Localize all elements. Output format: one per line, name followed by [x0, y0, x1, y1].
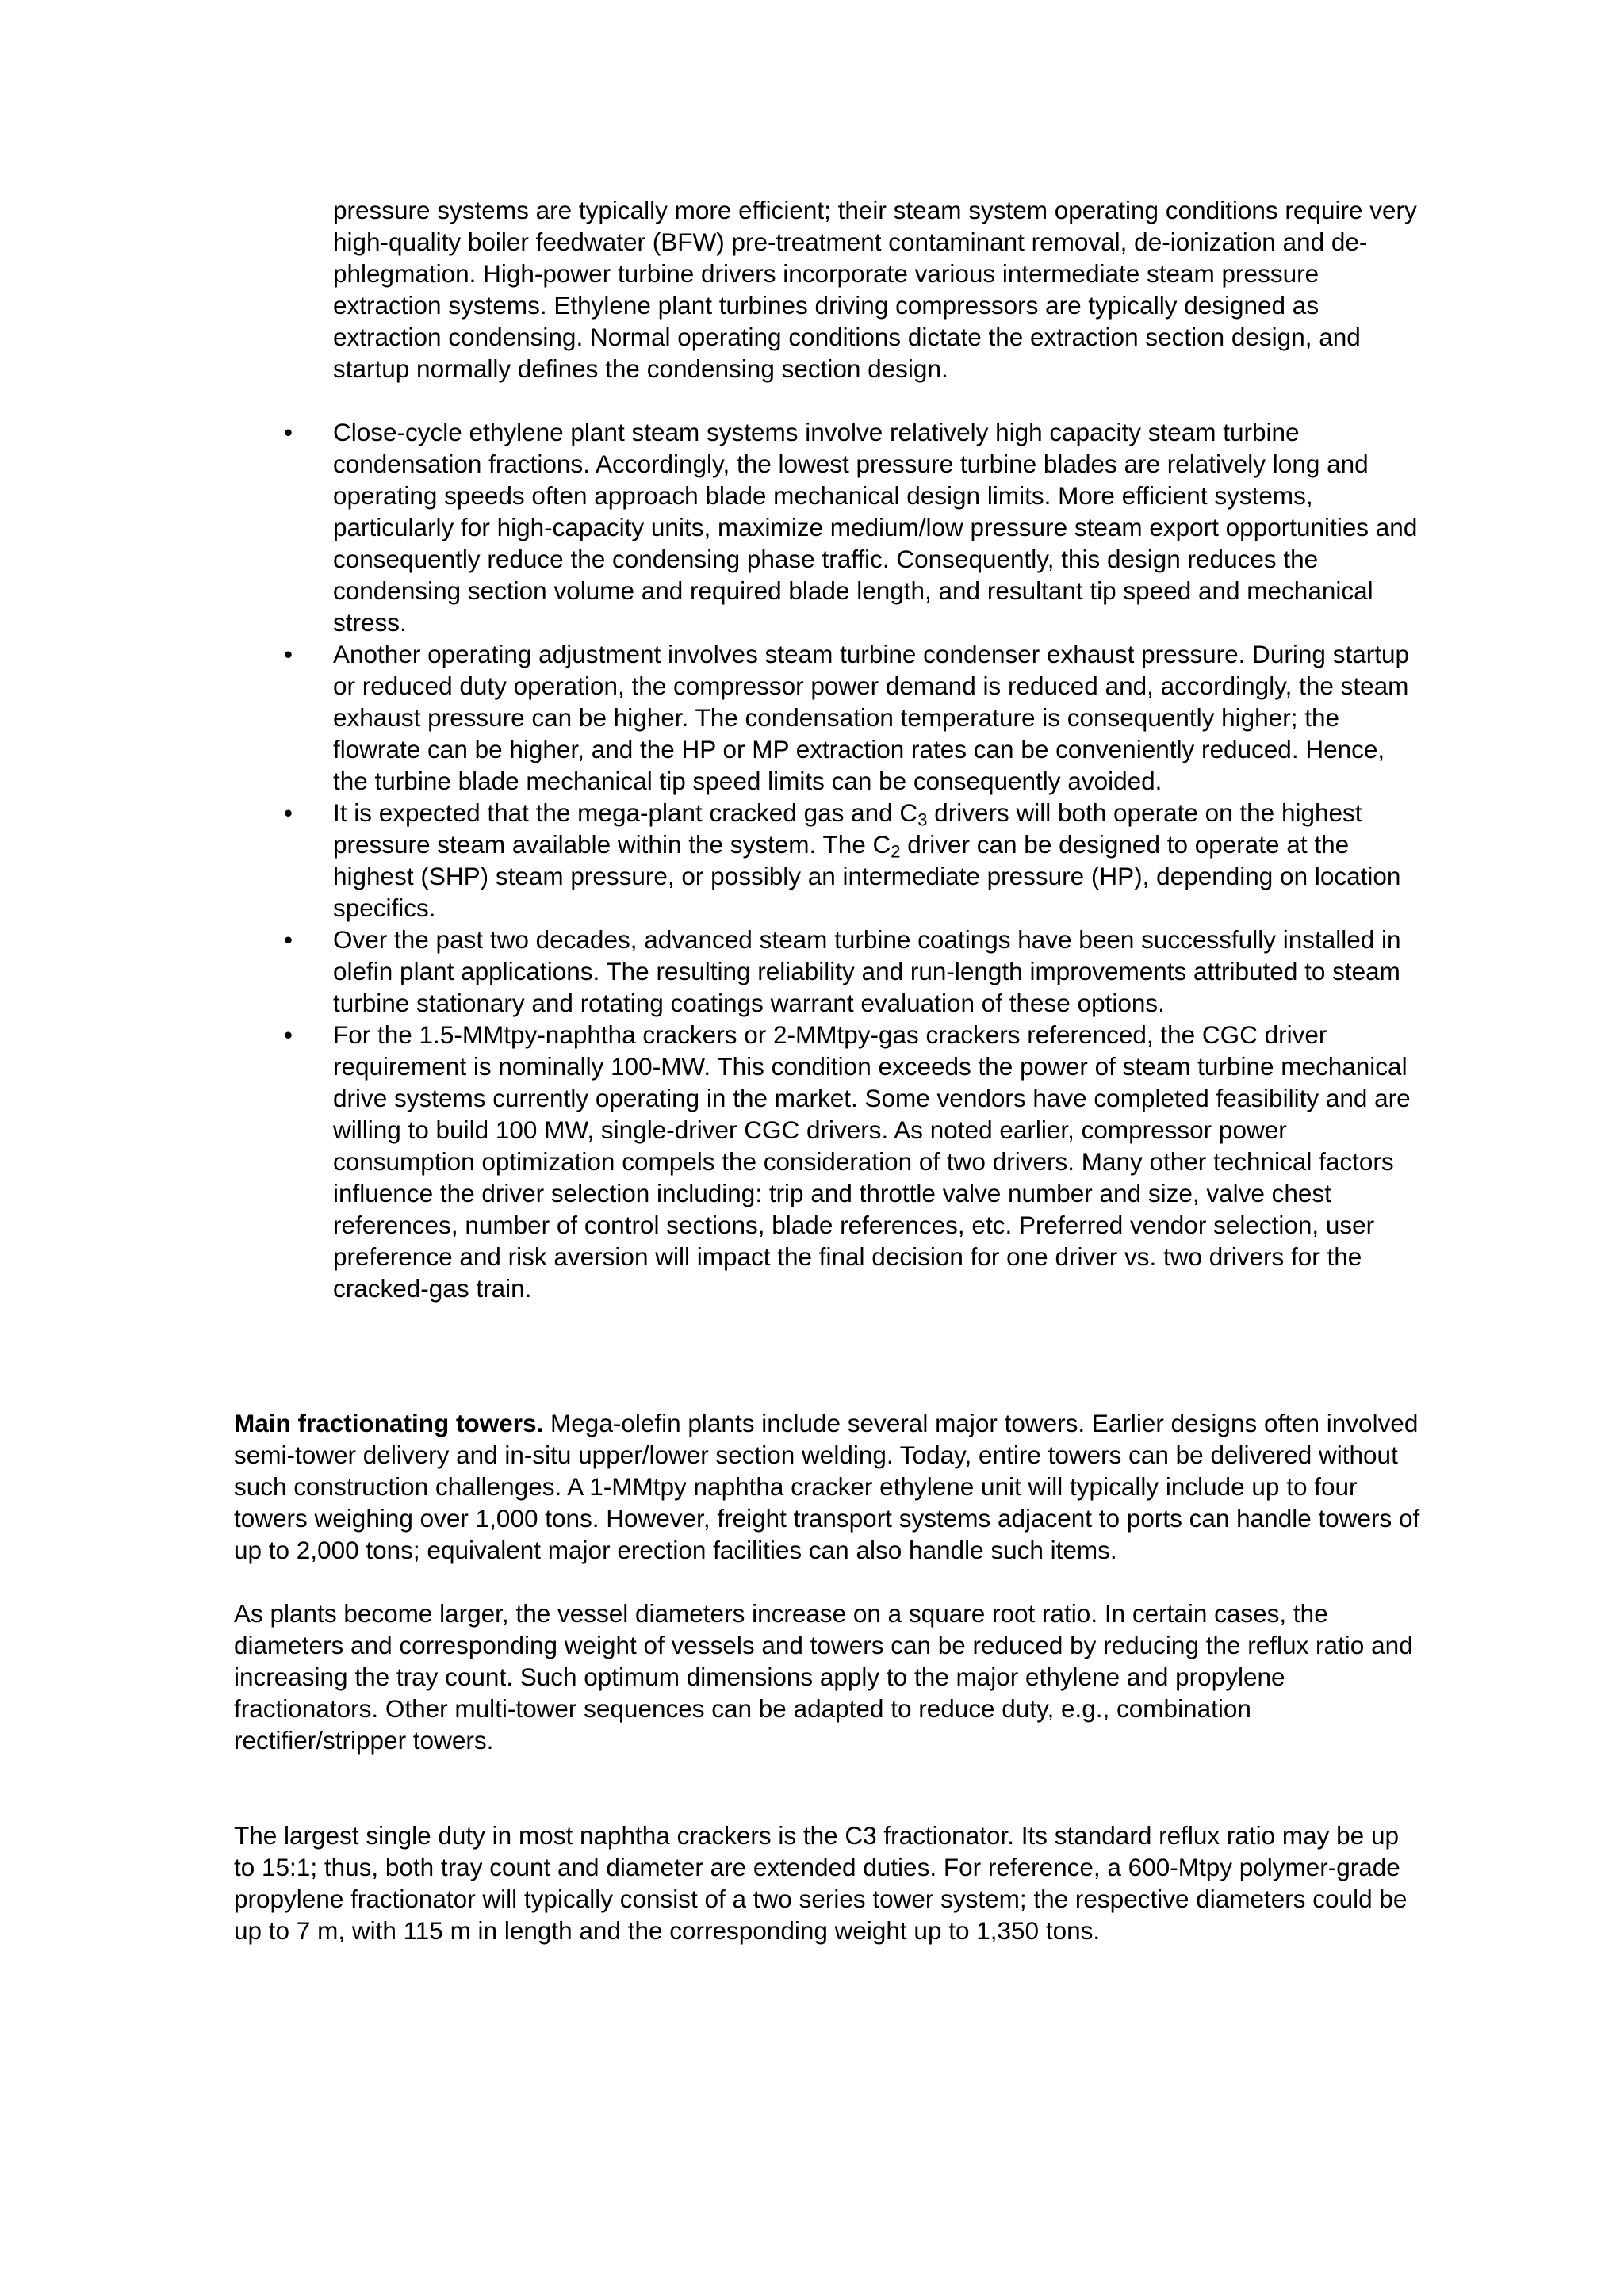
bullet-text	[333, 798, 1400, 922]
bullet-dot-icon: •	[284, 925, 293, 954]
main-fractionating-towers-paragraph	[234, 1407, 1423, 1566]
vessel-diameters-paragraph: As plants become larger, the vessel diameters increase on a square root ratio. In certain cases, the diameters and corresponding weight of vessels and towers can be reduced by reducing the reflux ratio and increasing the tray count. Such optimum dimensions apply to the major ethylene and propylene fractionators. Other multi-tower sequences can be adapted to reduce duty, e.g., combination rectifier/stripper towers.	[234, 1599, 1413, 1755]
bullet-item-cgc-driver	[278, 1019, 1419, 1304]
bullet-text-part: It is expected that the mega-plant cracked gas and C	[333, 798, 918, 827]
bullet-item-coatings	[278, 924, 1419, 1019]
bullet-text: Close-cycle ethylene plant steam systems involve relatively high capacity steam turbine condensation fractions. Accordingly, the lowest pressure turbine blades are relatively long and operating speeds often approach blade mechanical design limits. More efficient systems, particularly for high-capacity units, maximize medium/low pressure steam export opportunities and consequently reduce the condensing phase traffic. Consequently, this design reduces the condensing section volume and required blade length, and resultant tip speed and mechanical stress.	[333, 418, 1418, 637]
bullet-text: For the 1.5-MMtpy-naphtha crackers or 2-MMtpy-gas crackers referenced, the CGC driver requirement is nominally 100-MW. This condition exceeds the power of steam turbine mechanical drive systems currently operating in the market. Some vendors have completed feasibility and are willing to build 100 MW, single-driver CGC drivers. As noted earlier, compressor power consumption optimization compels the consideration of two drivers. Many other technical factors influence the driver selection including: trip and throttle valve number and size, valve chest references, number of control sections, blade references, etc. Preferred vendor selection, user preference and risk aversion will impact the final decision for one driver vs. two drivers for the cracked-gas train.	[333, 1020, 1411, 1303]
bullet-item-exhaust-pressure	[278, 638, 1419, 797]
bullet-text-part: drivers will both operate on the highest pressure steam available within the system. The C	[333, 798, 1362, 859]
bullet-text-part: driver can be designed to operate at the highest (SHP) steam pressure, or possibly an intermediate pressure (HP), depending on location specifics.	[333, 830, 1401, 922]
subscript: 2	[891, 841, 901, 862]
section-body: Mega-olefin plants include several major towers. Earlier designs often involved semi-tower delivery and in-situ upper/lower section welding. Today, entire towers can be delivered without such construction challenges. A 1-MMtpy naphtha cracker ethylene unit will typically include up to four towers weighing over 1,000 tons. However, freight transport systems adjacent to ports can handle towers of up to 2,000 tons; equivalent major erection facilities can also handle such items.	[234, 1409, 1420, 1564]
continuation-paragraph: pressure systems are typically more efficient; their steam system operating conditions require very high-quality boiler feedwater (BFW) pre-treatment contaminant removal, de-ionization and de-phlegmation. High-power turbine drivers incorporate various intermediate steam pressure extraction systems. Ethylene plant turbines driving compressors are typically designed as extraction condensing. Normal operating conditions dictate the extraction section design, and startup normally defines the condensing section design.	[333, 196, 1417, 383]
c3-fractionator-paragraph: The largest single duty in most naphtha crackers is the C3 fractionator. Its standard reflux ratio may be up to 15:1; thus, both tray count and diameter are extended duties. For reference, a 600-Mtpy polymer-grade propylene fractionator will typically consist of a two series tower system; the respective diameters could be up to 7 m, with 115 m in length and the corresponding weight up to 1,350 tons.	[234, 1821, 1408, 1945]
bullet-item-driver-steam	[278, 797, 1419, 924]
bullet-text: Over the past two decades, advanced steam turbine coatings have been successfully installed in olefin plant applications. The resulting reliability and run-length improvements attributed to steam turbine stationary and rotating coatings warrant evaluation of these options.	[333, 925, 1401, 1017]
bullet-item-steam-condensation	[278, 416, 1419, 638]
bullet-dot-icon: •	[284, 640, 293, 668]
bullet-text: Another operating adjustment involves steam turbine condenser exhaust pressure. During startup or reduced duty operation, the compressor power demand is reduced and, accordingly, the steam exhaust pressure can be higher. The condensation temperature is consequently higher; the flowrate can be higher, and the HP or MP extraction rates can be conveniently reduced. Hence, the turbine blade mechanical tip speed limits can be consequently avoided.	[333, 640, 1410, 795]
bullet-dot-icon: •	[284, 418, 293, 446]
bullet-dot-icon: •	[284, 798, 293, 827]
bullet-list	[278, 416, 1419, 1304]
subscript: 3	[917, 809, 928, 830]
section-heading: Main fractionating towers.	[234, 1409, 544, 1437]
bullet-dot-icon: •	[284, 1020, 293, 1049]
